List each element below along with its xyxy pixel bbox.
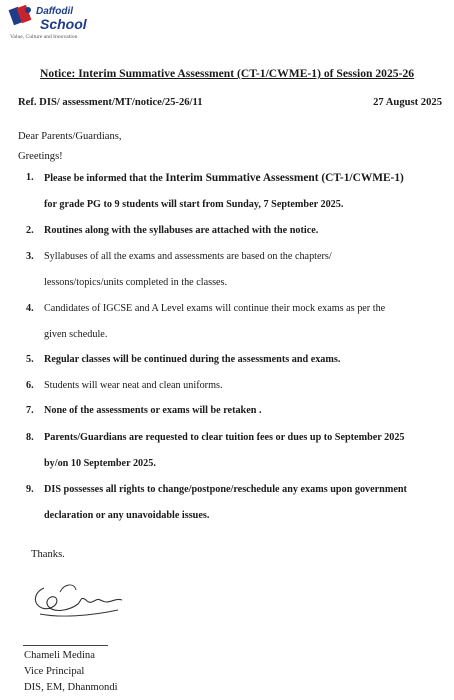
school-crest-icon (8, 4, 36, 30)
item-text-line1: None of the assessments or exams will be retaken . (44, 405, 262, 416)
school-logo (8, 4, 128, 42)
item-text-part: Please be informed that the (44, 173, 166, 184)
item-text-line2: for grade PG to 9 students will start from Sunday, 7 September 2025. (44, 199, 344, 210)
signer-organization: DIS, EM, Dhanmondi (24, 682, 118, 693)
signer-name: Chameli Medina (24, 650, 95, 661)
greeting: Greetings! (18, 151, 63, 162)
handwritten-signature (30, 574, 130, 624)
notice-title: Notice: Interim Summative Assessment (CT-1/CWME-1) of Session 2025-26 (39, 67, 415, 80)
item-text-line1: DIS possesses all rights to change/postpone/reschedule any exams upon government (44, 484, 407, 495)
signature-line (23, 645, 108, 646)
item-text-emphasis: Interim Summative Assessment (CT-1/CWME-1) (165, 172, 404, 184)
closing-thanks: Thanks. (31, 549, 65, 560)
item-number: 9. (26, 484, 34, 495)
item-text-line2: given schedule. (44, 329, 108, 340)
item-text-line1 (44, 172, 404, 184)
salutation: Dear Parents/Guardians, (18, 131, 122, 142)
school-name-line1: Daffodil (36, 6, 74, 17)
item-text-line1: Routines along with the syllabuses are attached with the notice. (44, 225, 319, 236)
item-number: 3. (26, 251, 34, 262)
reference-number: Ref. DIS/ assessment/MT/notice/25-26/11 (18, 97, 203, 108)
item-number: 8. (26, 432, 34, 443)
signer-title: Vice Principal (24, 666, 85, 677)
item-number: 2. (26, 225, 34, 236)
item-number: 1. (26, 172, 34, 183)
item-number: 5. (26, 354, 34, 365)
item-text-line1: Students will wear neat and clean uniforms. (44, 380, 223, 391)
item-number: 4. (26, 303, 34, 314)
item-text-line2: lessons/topics/units completed in the classes. (44, 277, 228, 288)
item-text-line1: Parents/Guardians are requested to clear tuition fees or dues up to September 2025 (44, 432, 405, 443)
notice-date: 27 August 2025 (373, 97, 442, 108)
item-text-line1: Syllabuses of all the exams and assessments are based on the chapters/ (44, 251, 332, 262)
school-tagline: Value, Culture and Innovation (10, 34, 78, 40)
item-number: 7. (26, 405, 34, 416)
item-text-line2: by/on 10 September 2025. (44, 458, 156, 469)
reference-line (18, 97, 442, 108)
item-text-line2: declaration or any unavoidable issues. (44, 510, 210, 521)
item-number: 6. (26, 380, 34, 391)
item-text-line1: Regular classes will be continued during the assessments and exams. (44, 354, 341, 365)
school-name-line2: School (40, 16, 87, 32)
item-text-line1: Candidates of IGCSE and A Level exams will continue their mock exams as per the (44, 303, 386, 314)
